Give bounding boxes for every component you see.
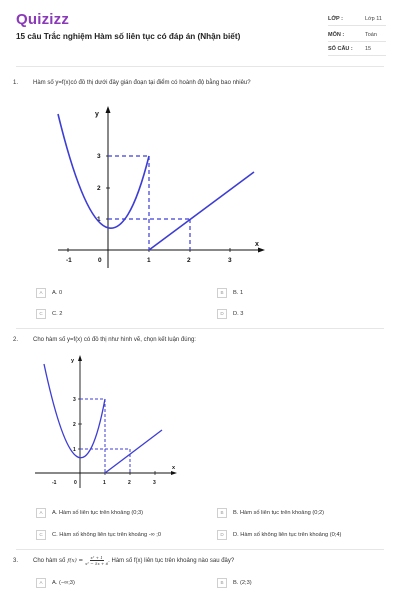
svg-text:1: 1	[73, 447, 76, 453]
meta-label-class: LỚP :	[328, 16, 343, 22]
y-axis-label: y	[95, 111, 99, 118]
option-letter-box: D	[217, 309, 227, 319]
worksheet-header	[0, 0, 400, 66]
x-tick-label: -1	[66, 257, 72, 264]
question-2-graph	[0, 350, 400, 495]
x-axis-label: x	[255, 241, 259, 248]
y-tick-label: 1	[97, 216, 101, 223]
y-axis-arrow	[106, 106, 111, 113]
option-text: A. Hàm số liên tục trên khoảng (0;3)	[52, 510, 144, 516]
svg-text:3: 3	[73, 397, 76, 403]
option-text: D. Hàm số không liên tục trên khoảng (0;4)	[233, 532, 342, 538]
option-letter-box: B	[217, 578, 227, 588]
question-text	[33, 555, 234, 566]
svg-text:1: 1	[103, 480, 106, 486]
answer-option-c[interactable]	[36, 309, 62, 319]
x-tick-label: 3	[228, 257, 232, 264]
option-text: A. 0	[52, 290, 63, 296]
option-text: A. (−∞;3)	[52, 580, 75, 586]
option-letter-box: A	[36, 288, 46, 298]
svg-text:3: 3	[153, 480, 156, 486]
option-letter-box: C	[36, 309, 46, 319]
meta-label-subject: MÔN :	[328, 32, 345, 38]
question-number: 2.	[13, 337, 19, 343]
question-text: Hàm số y=f(x)có đồ thị dưới đây gián đoạn tại điểm có hoành độ bằng bao nhiêu?	[33, 80, 251, 86]
svg-text:y: y	[71, 358, 75, 364]
answer-option-a[interactable]	[36, 508, 143, 518]
answer-option-a[interactable]	[36, 578, 75, 588]
formula-numerator: x² + 1	[90, 555, 103, 560]
option-letter-box: B	[217, 508, 227, 518]
question-text-end: . Hàm số f(x) liên tục trên khoảng nào sau đây?	[108, 557, 235, 564]
option-text: B. (2;3)	[233, 580, 252, 586]
answer-option-b[interactable]	[217, 508, 324, 518]
svg-text:0: 0	[74, 480, 77, 486]
option-letter-box: C	[36, 530, 46, 540]
answer-option-b[interactable]	[217, 578, 252, 588]
origin-label: 0	[98, 257, 102, 264]
answer-option-b[interactable]	[217, 288, 243, 298]
option-letter-box: A	[36, 508, 46, 518]
question-number: 1.	[13, 80, 19, 86]
y-tick-label: 3	[97, 153, 101, 160]
answer-option-d[interactable]	[217, 309, 243, 319]
formula-fraction	[85, 555, 108, 566]
y-tick-label: 2	[97, 185, 101, 192]
x-tick-label: 2	[187, 257, 191, 264]
meta-label-count: SỐ CÂU :	[328, 46, 353, 52]
formula-denominator: x² − 5x + 6	[85, 561, 109, 566]
meta-value-subject: Toán	[365, 32, 377, 38]
question-1-graph	[0, 96, 400, 276]
formula-lhs: f(x) =	[67, 557, 84, 564]
linear-curve	[149, 172, 254, 250]
option-letter-box: A	[36, 578, 46, 588]
x-tick-label: 1	[147, 257, 151, 264]
option-letter-box: B	[217, 288, 227, 298]
option-text: C. 2	[52, 311, 63, 317]
meta-divider	[328, 25, 386, 26]
question-divider	[16, 549, 384, 550]
answer-option-d[interactable]	[217, 530, 341, 540]
svg-text:-1: -1	[52, 480, 57, 486]
option-text: D. 3	[233, 311, 244, 317]
answer-option-a[interactable]	[36, 288, 62, 298]
answer-option-c[interactable]	[36, 530, 161, 540]
question-divider	[16, 328, 384, 329]
meta-value-class: Lớp 11	[365, 16, 382, 22]
header-divider	[16, 66, 384, 67]
page-title: 15 câu Trắc nghiệm Hàm số liên tục có đáp án (Nhận biết)	[16, 32, 241, 41]
x-axis-arrow	[258, 248, 265, 253]
meta-divider	[328, 41, 386, 42]
meta-value-count: 15	[365, 46, 372, 52]
option-text: B. 1	[233, 290, 244, 296]
question-number: 3.	[13, 558, 19, 564]
parabola-curve	[58, 114, 149, 228]
svg-text:x: x	[172, 465, 176, 471]
option-text: C. Hàm số không liên tục trên khoảng -∞ ;0	[52, 532, 162, 538]
meta-divider	[328, 55, 386, 56]
quizizz-logo[interactable]: Quizizz	[16, 11, 70, 28]
option-text: B. Hàm số liên tục trên khoảng (0;2)	[233, 510, 325, 516]
svg-text:2: 2	[73, 422, 76, 428]
question-text: Cho hàm số y=f(x) có đồ thị như hình vẽ, chọn kết luận đúng:	[33, 337, 196, 343]
svg-text:2: 2	[128, 480, 131, 486]
option-letter-box: D	[217, 530, 227, 540]
question-text-start: Cho hàm số	[33, 557, 66, 564]
